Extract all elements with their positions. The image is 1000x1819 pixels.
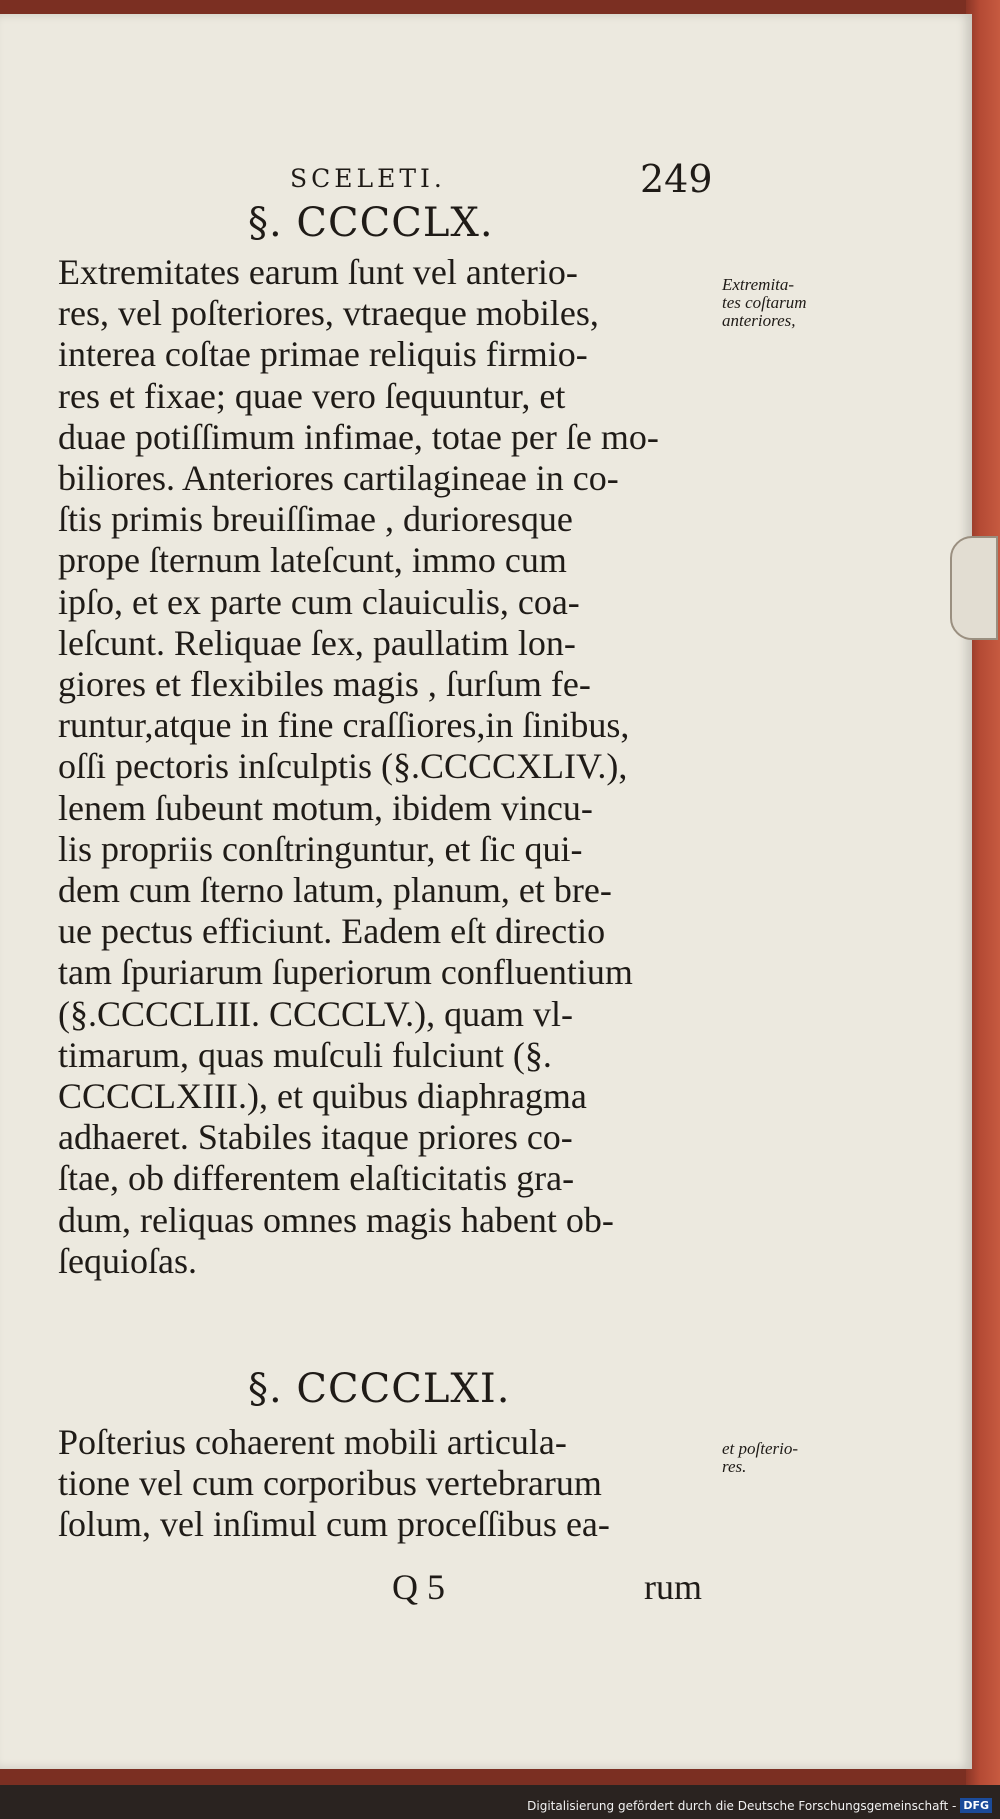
text-line: (§.CCCCLIII. CCCCLV.), quam vl-: [58, 993, 574, 1034]
digitization-footer: [527, 1798, 992, 1813]
text-line: ipſo, et ex parte cum clauiculis, coa-: [58, 581, 580, 622]
running-head: SCELETI.: [290, 164, 446, 193]
margin-note-line: Extremita-: [722, 275, 795, 294]
text-line: CCCCLXIII.), et quibus diaphragma: [58, 1076, 587, 1117]
margin-note: [722, 276, 807, 330]
text-line: lenem ſubeunt motum, ibidem vincu-: [58, 787, 593, 828]
text-line: interea coſtae primae reliquis firmio-: [58, 334, 588, 375]
text-line: prope ſternum lateſcunt, immo cum: [58, 540, 567, 581]
text-line: ſolum, vel inſimul cum proceſſibus ea-: [58, 1504, 610, 1545]
text-line: biliores. Anteriores cartilagineae in co-: [58, 458, 619, 499]
page-tab: [950, 536, 998, 640]
text-line: duae potiſſimum infimae, totae per ſe mo-: [58, 416, 659, 457]
section-heading: §. CCCCLX.: [248, 200, 494, 246]
margin-note-line: tes coſtarum: [722, 293, 807, 312]
text-line: oſſi pectoris inſculptis (§.CCCCXLIV.),: [58, 746, 628, 787]
section-heading: §. CCCCLXI.: [248, 1366, 511, 1412]
margin-note-line: et poſterio-: [722, 1439, 799, 1458]
text-line: timarum, quas muſculi fulciunt (§.: [58, 1034, 552, 1075]
margin-note-line: anteriores,: [722, 311, 796, 330]
page-number: 249: [640, 157, 713, 201]
text-line: tam ſpuriarum ſuperiorum confluentium: [58, 952, 633, 993]
text-line: tione vel cum corporibus vertebrarum: [58, 1463, 602, 1504]
text-line: runtur,atque in fine craſſiores,in ſinibus,: [58, 705, 630, 746]
section-text: [58, 1422, 718, 1546]
text-line: adhaeret. Stabiles itaque priores co-: [58, 1117, 573, 1158]
margin-note: [722, 1440, 798, 1476]
text-line: giores et flexibiles magis , ſurſum fe-: [58, 664, 591, 705]
text-line: ſtis primis breuiſſimae , durioresque: [58, 499, 573, 540]
text-line: ſtae, ob differentem elaſticitatis gra-: [58, 1158, 575, 1199]
signature-mark: Q 5: [392, 1567, 445, 1607]
section-text: [58, 252, 718, 1282]
text-line: ue pectus efficiunt. Eadem eſt directio: [58, 911, 606, 952]
text-line: dum, reliquas omnes magis habent ob-: [58, 1199, 614, 1240]
book-page: [0, 14, 972, 1769]
text-line: lis propriis conſtringuntur, et ſic qui-: [58, 828, 583, 869]
text-line: leſcunt. Reliquae ſex, paullatim lon-: [58, 622, 576, 663]
footer-text: Digitalisierung gefördert durch die Deutsche Forschungsgemeinschaft -: [527, 1798, 957, 1813]
dfg-logo: DFG: [960, 1798, 992, 1813]
text-line: res, vel poſteriores, vtraeque mobiles,: [58, 293, 599, 334]
text-line: Extremitates earum ſunt vel anterio-: [58, 252, 578, 292]
margin-note-line: res.: [722, 1457, 747, 1476]
text-line: ſequioſas.: [58, 1240, 197, 1281]
text-line: Poſterius cohaerent mobili articula-: [58, 1422, 567, 1462]
catchword: rum: [644, 1567, 702, 1607]
text-line: res et fixae; quae vero ſequuntur, et: [58, 375, 566, 416]
text-line: dem cum ſterno latum, planum, et bre-: [58, 870, 612, 911]
